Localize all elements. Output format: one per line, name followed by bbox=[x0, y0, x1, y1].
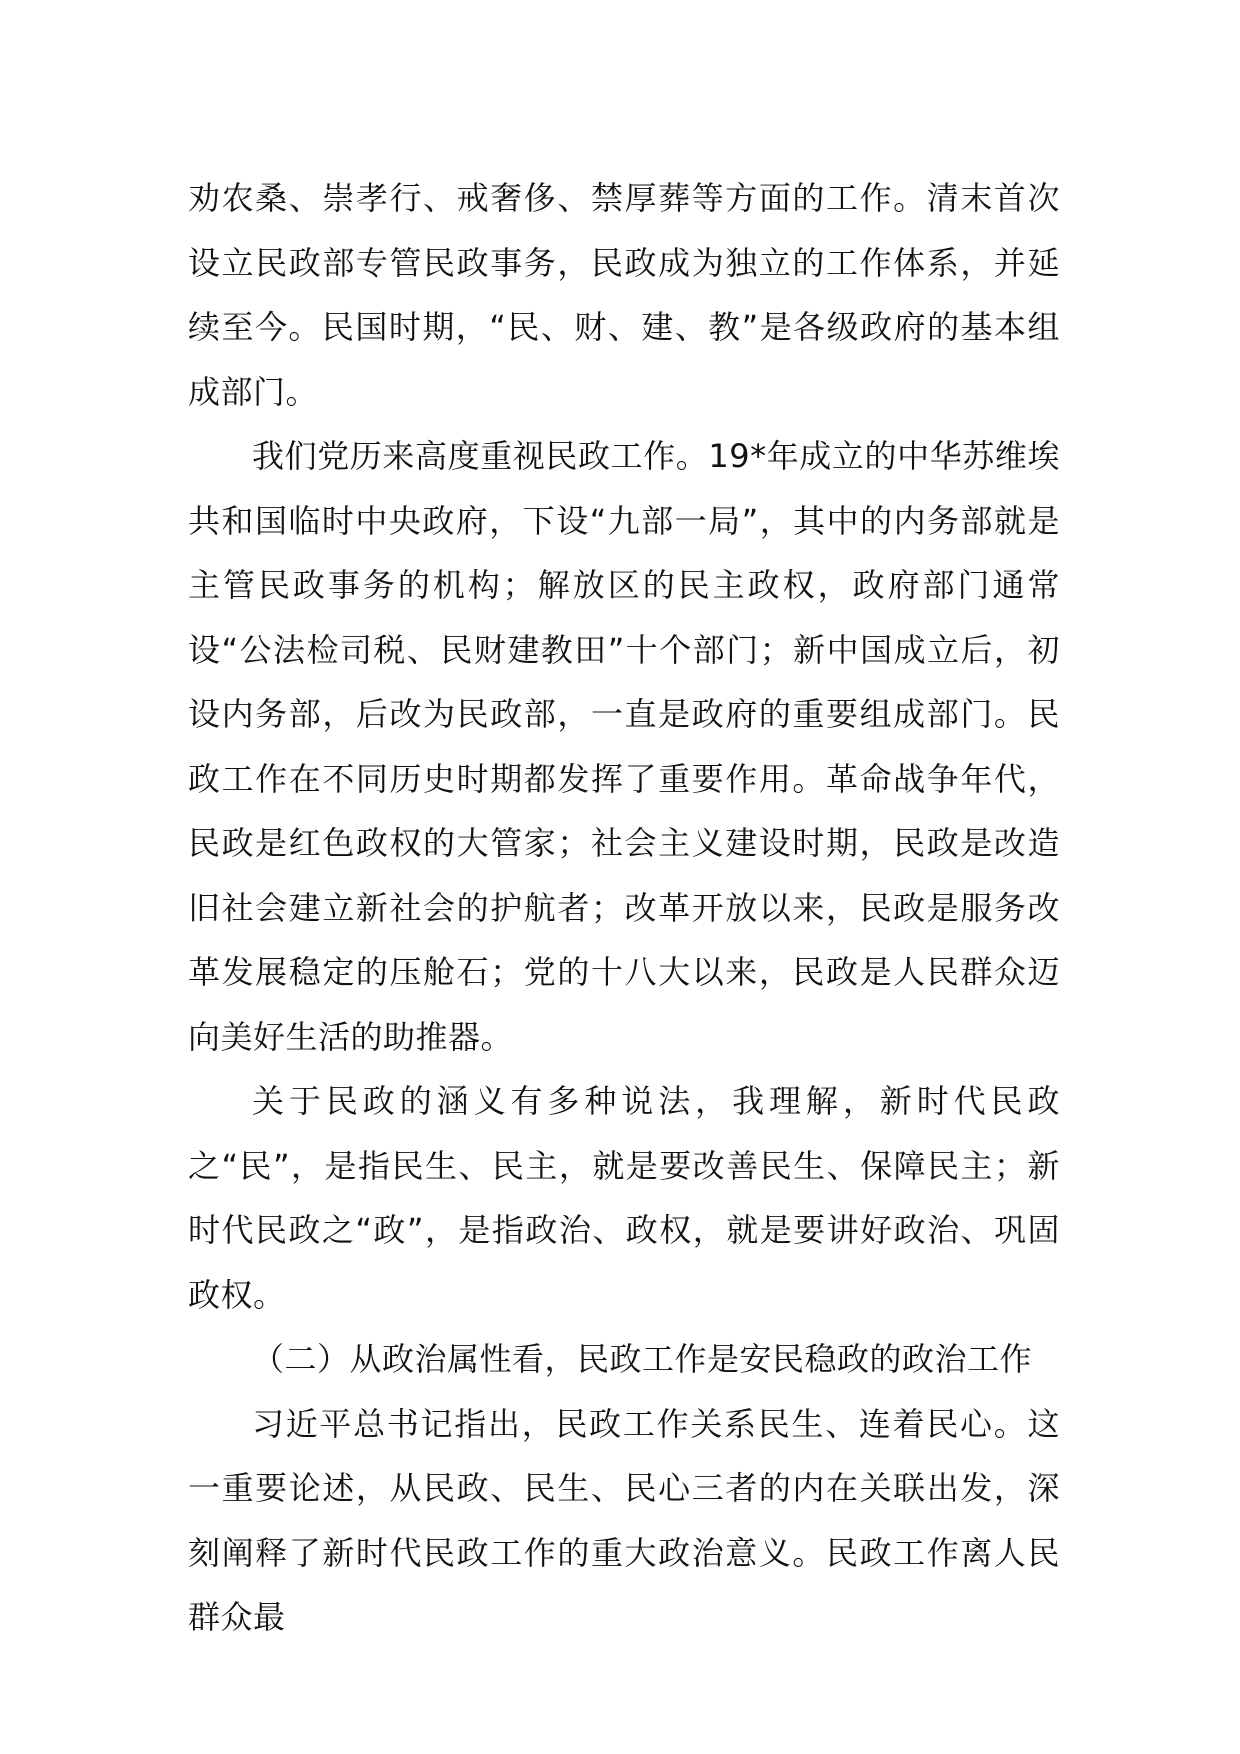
section-heading-political-attribute: （二）从政治属性看，民政工作是安民稳政的政治工作 bbox=[252, 1340, 1033, 1378]
paragraph-history-qing-minguo: 劝农桑、崇孝行、戒奢侈、禁厚葬等方面的工作。清末首次设立民政部专管民政事务，民政成为独立的工作体系，并延续至今。民国时期，“民、财、建、教”是各级政府的基本组成部门。 bbox=[188, 179, 1060, 411]
document-page bbox=[188, 166, 1060, 1650]
paragraph-xi-remarks: 习近平总书记指出，民政工作关系民生、连着民心。这一重要论述，从民政、民生、民心三者的内在关联出发，深刻阐释了新时代民政工作的重大政治意义。民政工作离人民群众最 bbox=[188, 1404, 1060, 1636]
paragraph-party-civil-affairs: 我们党历来高度重视民政工作。19*年成立的中华苏维埃共和国临时中央政府，下设“九部一局”，其中的内务部就是主管民政事务的机构；解放区的民主政权，政府部门通常设“公法检司税、民财建教田”十个部门；新中国成立后，初设内务部，后改为民政部，一直是政府的重要组成部门。民政工作在不同历史时期都发挥了重要作用。革命战争年代，民政是红色政权的大管家；社会主义建设时期，民政是改造旧社会建立新社会的护航者；改革开放以来，民政是服务改革发展稳定的压舱石；党的十八大以来，民政是人民群众迈向美好生活的助推器。 bbox=[188, 437, 1060, 1056]
paragraph-meaning-of-minzheng: 关于民政的涵义有多种说法，我理解，新时代民政之“民”，是指民生、民主，就是要改善民生、保障民主；新时代民政之“政”，是指政治、政权，就是要讲好政治、巩固政权。 bbox=[188, 1082, 1060, 1314]
